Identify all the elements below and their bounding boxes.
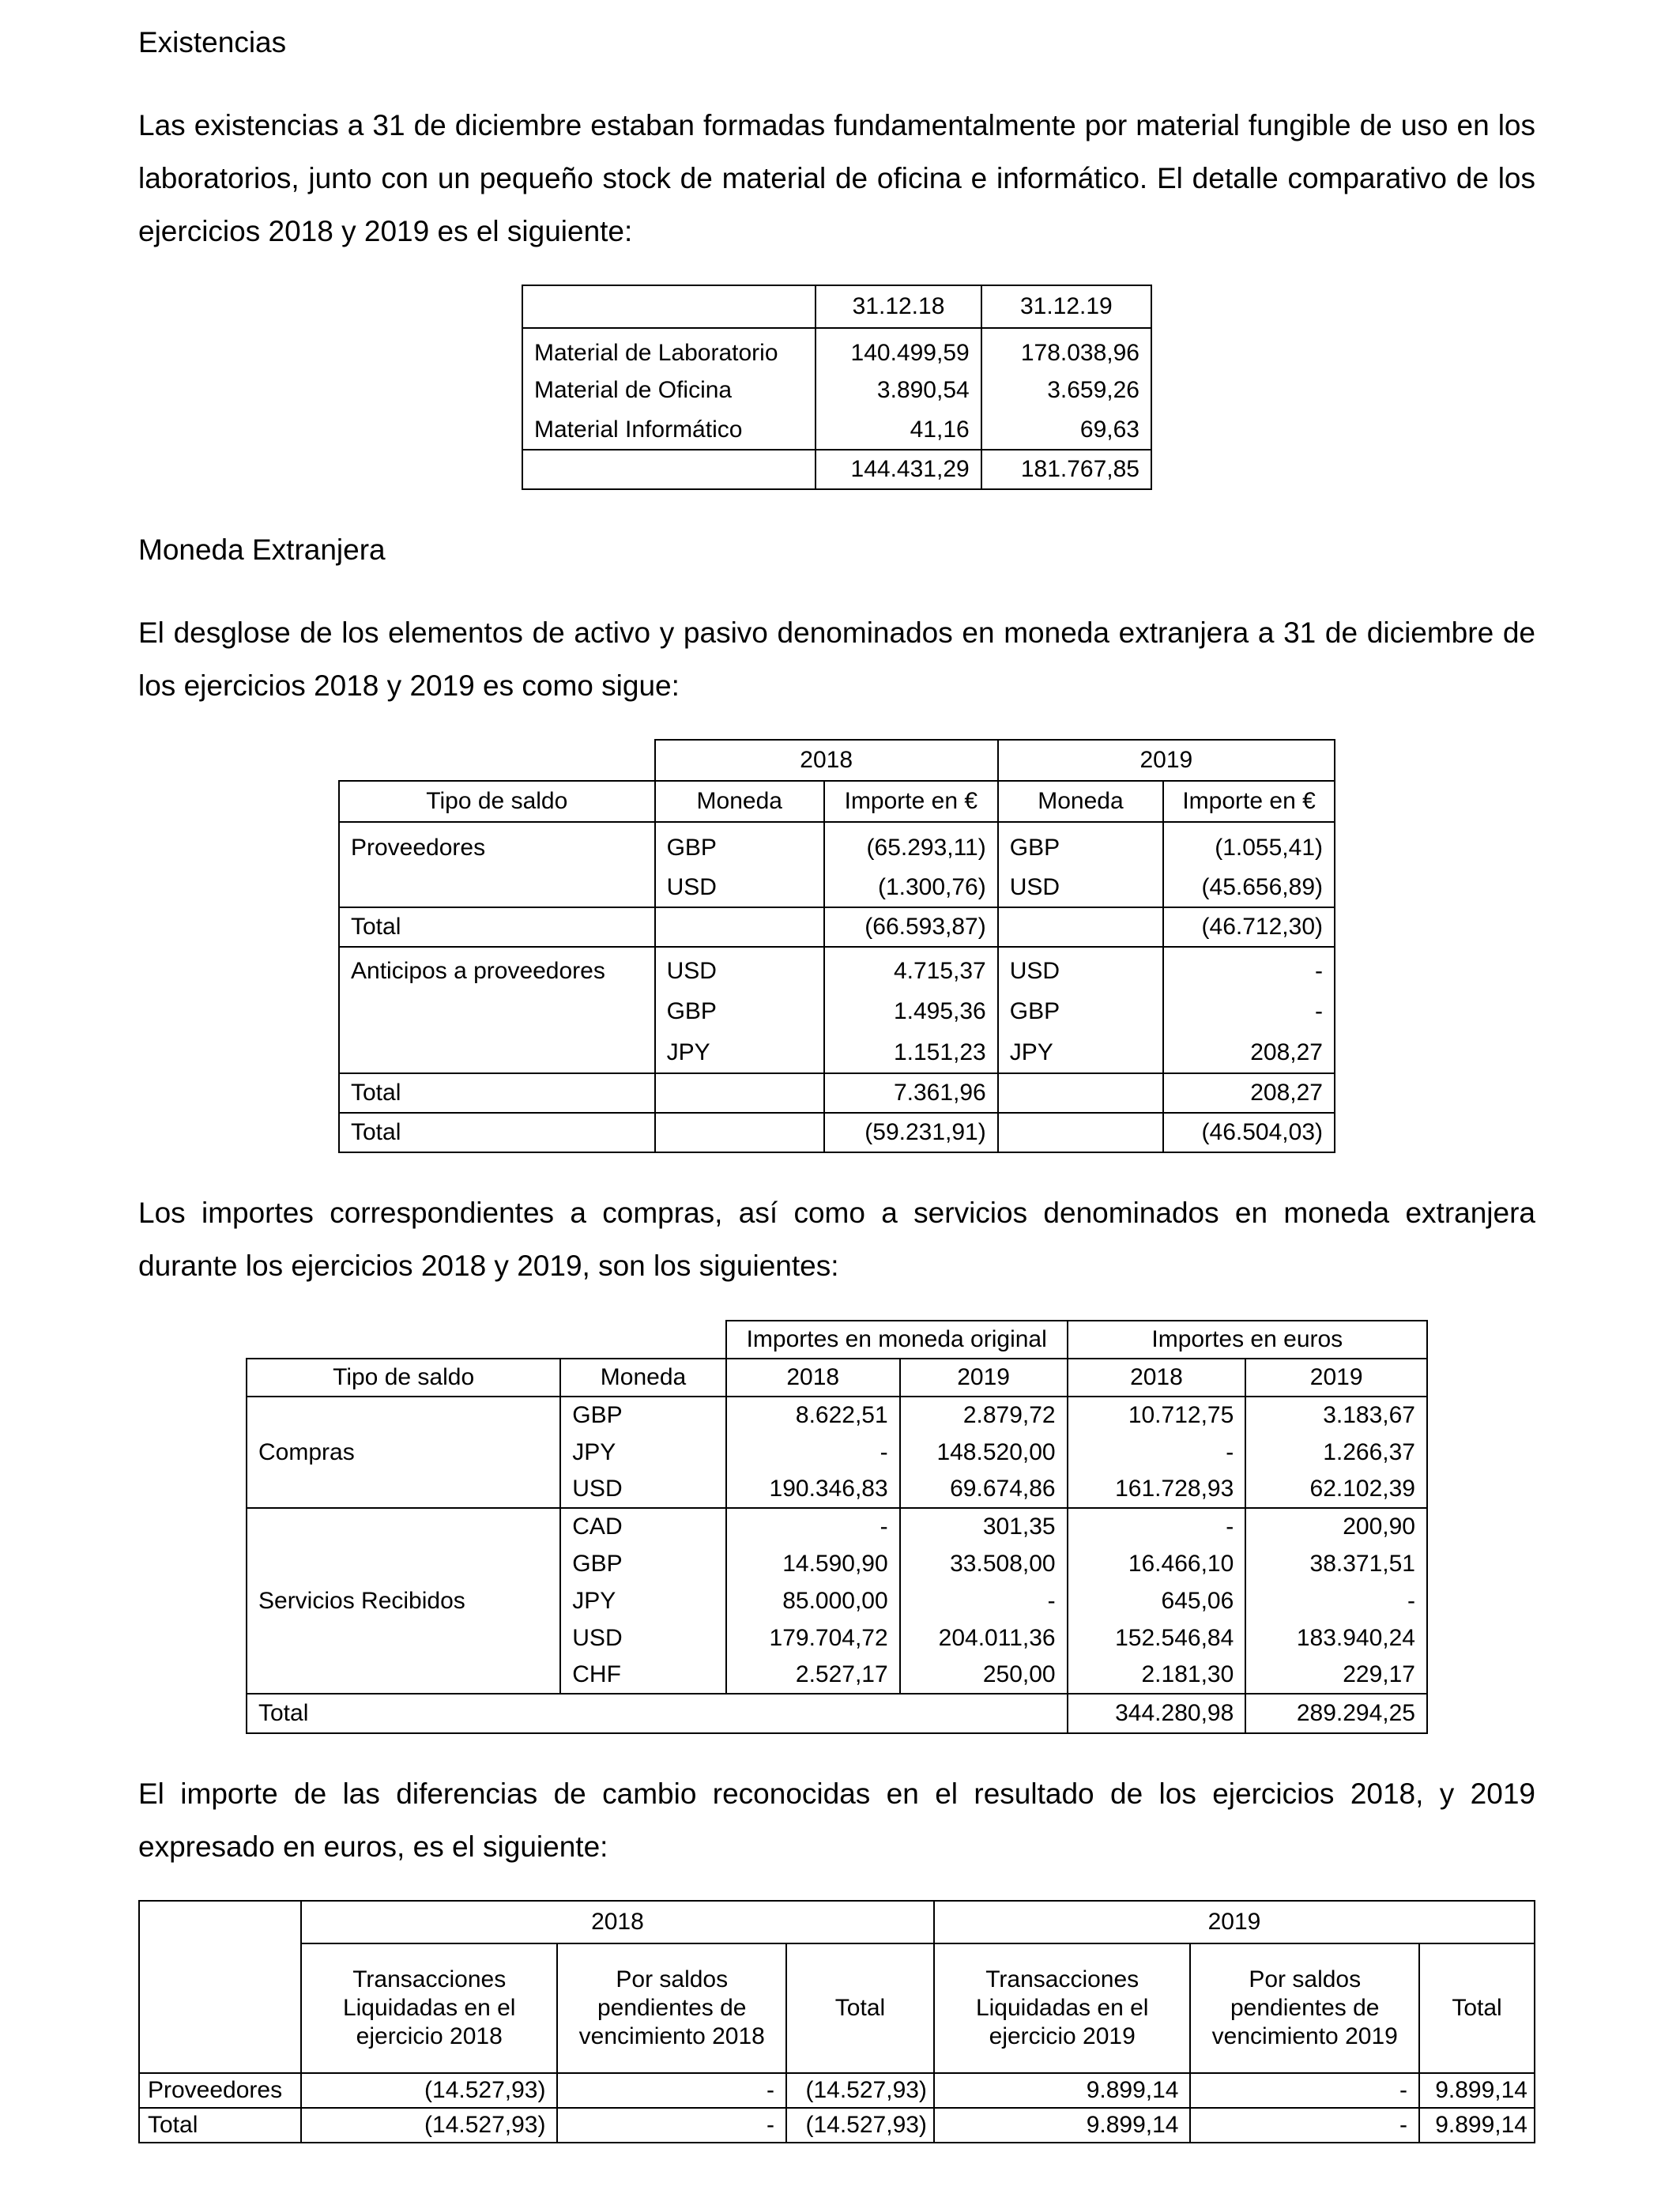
header-cell: 2018 xyxy=(726,1359,900,1397)
group-header-euros: Importes en euros xyxy=(1068,1321,1427,1359)
row-label: Proveedores xyxy=(139,2073,301,2108)
total-row xyxy=(522,450,1151,489)
currency-cell: CHF xyxy=(560,1657,726,1694)
value-cell: 301,35 xyxy=(900,1508,1068,1545)
header-cell: Moneda xyxy=(998,781,1163,822)
currency-cell: GBP xyxy=(560,1545,726,1582)
compras-label: Compras xyxy=(247,1397,560,1508)
currency-cell: JPY xyxy=(560,1434,726,1471)
value-cell: - xyxy=(1068,1434,1246,1471)
row-label: Material Informático xyxy=(522,410,816,450)
currency-cell: USD xyxy=(655,947,824,991)
value-cell: - xyxy=(1245,1582,1427,1619)
total-value: 344.280,98 xyxy=(1068,1694,1246,1733)
currency-cell xyxy=(655,1073,824,1113)
table-row xyxy=(522,328,1151,371)
currency-cell: USD xyxy=(560,1619,726,1657)
value-cell: 250,00 xyxy=(900,1657,1068,1694)
value-cell: 38.371,51 xyxy=(1245,1545,1427,1582)
value-cell: 8.622,51 xyxy=(726,1397,900,1434)
row-label xyxy=(339,1032,655,1073)
value-cell: - xyxy=(1190,2073,1419,2108)
currency-cell xyxy=(998,1073,1163,1113)
table-row xyxy=(139,2073,1535,2108)
header-cell: Transacciones Liquidadas en el ejercicio 2019 xyxy=(934,1943,1191,2073)
currency-cell: GBP xyxy=(655,991,824,1032)
subtotal-row xyxy=(339,1073,1335,1113)
currency-cell: CAD xyxy=(560,1508,726,1545)
row-label: Proveedores xyxy=(339,822,655,868)
currency-cell: JPY xyxy=(998,1032,1163,1073)
table-row xyxy=(247,1508,1427,1545)
currency-cell xyxy=(998,907,1163,947)
currency-cell: USD xyxy=(998,947,1163,991)
year-header-2018: 2018 xyxy=(655,740,998,781)
currency-cell: JPY xyxy=(655,1032,824,1073)
value-cell: - xyxy=(1068,1508,1246,1545)
value-cell: 1.266,37 xyxy=(1245,1434,1427,1471)
value-cell: 148.520,00 xyxy=(900,1434,1068,1471)
currency-cell: USD xyxy=(560,1471,726,1508)
row-label xyxy=(339,868,655,907)
value-cell: 10.712,75 xyxy=(1068,1397,1246,1434)
value-cell: (59.231,91) xyxy=(824,1113,998,1152)
header-cell: 31.12.18 xyxy=(816,285,981,328)
value-cell: 1.151,23 xyxy=(824,1032,998,1073)
header-cell: Moneda xyxy=(560,1359,726,1397)
total-row xyxy=(339,1113,1335,1152)
table-row xyxy=(522,371,1151,410)
value-cell: 9.899,14 xyxy=(934,2108,1191,2143)
empty-corner xyxy=(139,1901,301,2073)
existencias-heading: Existencias xyxy=(138,26,287,58)
header-cell: 2019 xyxy=(1245,1359,1427,1397)
value-cell: 190.346,83 xyxy=(726,1471,900,1508)
diferencias-table xyxy=(138,1900,1535,2143)
header-cell: Importe en € xyxy=(1163,781,1335,822)
moneda-table xyxy=(338,739,1335,1153)
value-cell: 85.000,00 xyxy=(726,1582,900,1619)
value-cell: 645,06 xyxy=(1068,1582,1246,1619)
value-cell: 3.890,54 xyxy=(816,371,981,410)
value-cell: (14.527,93) xyxy=(301,2108,558,2143)
year-header-2019: 2019 xyxy=(998,740,1335,781)
header-cell: Moneda xyxy=(655,781,824,822)
currency-cell: GBP xyxy=(560,1397,726,1434)
value-cell: 2.879,72 xyxy=(900,1397,1068,1434)
total-value: 289.294,25 xyxy=(1245,1694,1427,1733)
row-label: Material de Oficina xyxy=(522,371,816,410)
value-cell: (65.293,11) xyxy=(824,822,998,868)
value-cell: (14.527,93) xyxy=(786,2108,934,2143)
currency-cell: USD xyxy=(998,868,1163,907)
total-row xyxy=(139,2108,1535,2143)
value-cell: 2.527,17 xyxy=(726,1657,900,1694)
value-cell: 3.183,67 xyxy=(1245,1397,1427,1434)
diferencias-paragraph: El importe de las diferencias de cambio reconocidas en el resultado de los ejercicios 2018, y 2019 expresado en euros, es el siguiente: xyxy=(138,1777,1535,1863)
value-cell: - xyxy=(1163,947,1335,991)
value-cell: 41,16 xyxy=(816,410,981,450)
value-cell: 62.102,39 xyxy=(1245,1471,1427,1508)
total-row xyxy=(247,1694,1427,1733)
group-header-original: Importes en moneda original xyxy=(726,1321,1068,1359)
value-cell: 16.466,10 xyxy=(1068,1545,1246,1582)
row-label: Material de Laboratorio xyxy=(522,328,816,371)
total-label: Total xyxy=(247,1694,1068,1733)
value-cell: 229,17 xyxy=(1245,1657,1427,1694)
header-cell xyxy=(522,285,816,328)
year-header-2019: 2019 xyxy=(934,1901,1535,1943)
value-cell: - xyxy=(557,2108,786,2143)
subtotal-row xyxy=(339,907,1335,947)
header-cell: Importe en € xyxy=(824,781,998,822)
currency-cell xyxy=(998,1113,1163,1152)
currency-cell xyxy=(655,1113,824,1152)
header-cell: Total xyxy=(1419,1943,1535,2073)
value-cell: 69,63 xyxy=(981,410,1151,450)
value-cell: (66.593,87) xyxy=(824,907,998,947)
header-cell: 2018 xyxy=(1068,1359,1246,1397)
value-cell: - xyxy=(900,1582,1068,1619)
table-row xyxy=(339,822,1335,868)
moneda-heading: Moneda Extranjera xyxy=(138,533,386,566)
currency-cell: JPY xyxy=(560,1582,726,1619)
value-cell: (14.527,93) xyxy=(786,2073,934,2108)
value-cell: 69.674,86 xyxy=(900,1471,1068,1508)
value-cell: (46.712,30) xyxy=(1163,907,1335,947)
value-cell: 9.899,14 xyxy=(1419,2073,1535,2108)
value-cell: (1.055,41) xyxy=(1163,822,1335,868)
row-label: Total xyxy=(139,2108,301,2143)
currency-cell xyxy=(655,907,824,947)
value-cell: 208,27 xyxy=(1163,1032,1335,1073)
value-cell: 204.011,36 xyxy=(900,1619,1068,1657)
currency-cell: GBP xyxy=(655,822,824,868)
row-label: Anticipos a proveedores xyxy=(339,947,655,991)
value-cell: - xyxy=(1163,991,1335,1032)
value-cell: 33.508,00 xyxy=(900,1545,1068,1582)
value-cell: 183.940,24 xyxy=(1245,1619,1427,1657)
value-cell: 200,90 xyxy=(1245,1508,1427,1545)
header-cell: 2019 xyxy=(900,1359,1068,1397)
existencias-paragraph: Las existencias a 31 de diciembre estaban formadas fundamentalmente por material fungible de uso en los laboratorios, junto con un pequeño stock de material de oficina e informático. El detalle comparativo de los ejercicios 2018 y 2019 es el siguiente: xyxy=(138,109,1535,247)
value-cell: 9.899,14 xyxy=(1419,2108,1535,2143)
currency-cell: USD xyxy=(655,868,824,907)
value-cell: 1.495,36 xyxy=(824,991,998,1032)
header-cell: Tipo de saldo xyxy=(247,1359,560,1397)
row-label xyxy=(339,991,655,1032)
total-value: 144.431,29 xyxy=(816,450,981,489)
header-cell: Por saldos pendientes de vencimiento 2018 xyxy=(557,1943,786,2073)
header-cell: Transacciones Liquidadas en el ejercicio 2018 xyxy=(301,1943,558,2073)
existencias-table xyxy=(522,285,1152,490)
table-row xyxy=(339,868,1335,907)
value-cell: 152.546,84 xyxy=(1068,1619,1246,1657)
moneda-paragraph: El desglose de los elementos de activo y pasivo denominados en moneda extranjera a 31 de diciembre de los ejercicios 2018 y 2019 es como sigue: xyxy=(138,616,1535,702)
compras-table xyxy=(246,1320,1428,1734)
table-row xyxy=(339,1032,1335,1073)
table-row xyxy=(339,947,1335,991)
total-value: 181.767,85 xyxy=(981,450,1151,489)
value-cell: 3.659,26 xyxy=(981,371,1151,410)
value-cell: 178.038,96 xyxy=(981,328,1151,371)
value-cell: 7.361,96 xyxy=(824,1073,998,1113)
value-cell: 208,27 xyxy=(1163,1073,1335,1113)
value-cell: - xyxy=(726,1434,900,1471)
value-cell: - xyxy=(726,1508,900,1545)
year-header-2018: 2018 xyxy=(301,1901,934,1943)
header-cell: Tipo de saldo xyxy=(339,781,655,822)
currency-cell: GBP xyxy=(998,822,1163,868)
value-cell: 9.899,14 xyxy=(934,2073,1191,2108)
header-cell: Por saldos pendientes de vencimiento 2019 xyxy=(1190,1943,1419,2073)
header-cell: Total xyxy=(786,1943,934,2073)
row-label: Total xyxy=(339,1073,655,1113)
value-cell: (1.300,76) xyxy=(824,868,998,907)
value-cell: 140.499,59 xyxy=(816,328,981,371)
table-row xyxy=(339,991,1335,1032)
value-cell: 2.181,30 xyxy=(1068,1657,1246,1694)
value-cell: 179.704,72 xyxy=(726,1619,900,1657)
compras-paragraph: Los importes correspondientes a compras, así como a servicios denominados en moneda extranjera durante los ejercicios 2018 y 2019, son los siguientes: xyxy=(138,1197,1535,1282)
value-cell: - xyxy=(557,2073,786,2108)
table-row xyxy=(522,410,1151,450)
value-cell: 161.728,93 xyxy=(1068,1471,1246,1508)
value-cell: (45.656,89) xyxy=(1163,868,1335,907)
value-cell: - xyxy=(1190,2108,1419,2143)
value-cell: (14.527,93) xyxy=(301,2073,558,2108)
table-row xyxy=(247,1397,1427,1434)
value-cell: 4.715,37 xyxy=(824,947,998,991)
currency-cell: GBP xyxy=(998,991,1163,1032)
header-cell: 31.12.19 xyxy=(981,285,1151,328)
value-cell: (46.504,03) xyxy=(1163,1113,1335,1152)
value-cell: 14.590,90 xyxy=(726,1545,900,1582)
row-label: Total xyxy=(339,1113,655,1152)
row-label: Total xyxy=(339,907,655,947)
servicios-label: Servicios Recibidos xyxy=(247,1508,560,1694)
total-label xyxy=(522,450,816,489)
